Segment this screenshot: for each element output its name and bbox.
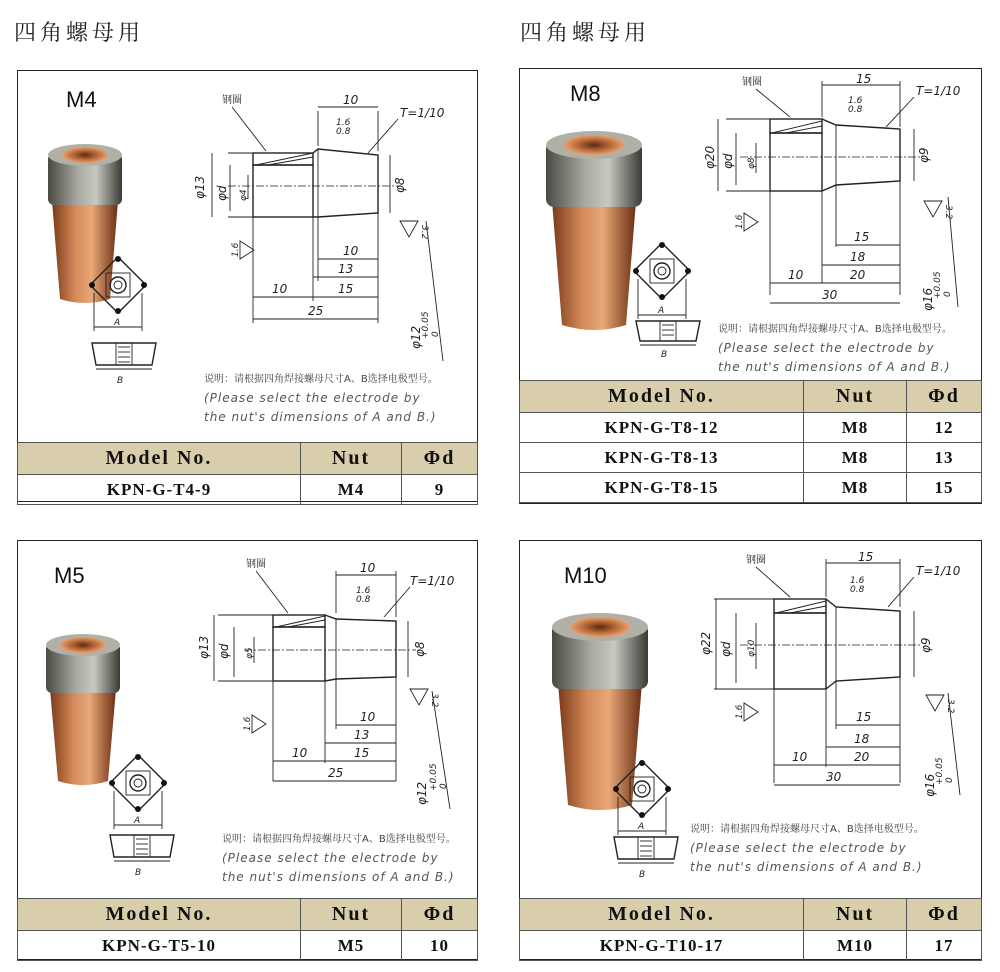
note-cn: 说明：请根据四角焊接螺母尺寸A、B选择电极型号。	[718, 324, 952, 335]
svg-text:1.6: 1.6	[336, 118, 351, 128]
svg-text:10: 10	[792, 750, 808, 764]
model-table	[519, 380, 982, 503]
svg-text:20: 20	[854, 750, 870, 764]
note-cn: 说明：请根据四角焊接螺母尺寸A、B选择电极型号。	[222, 834, 456, 845]
svg-text:φ16: φ16	[921, 287, 935, 311]
header-model: Model No.	[18, 899, 301, 931]
cell-model: KPN-G-T8-15	[520, 473, 804, 503]
header-phi: Φd	[402, 443, 478, 475]
svg-text:10: 10	[788, 268, 804, 282]
svg-text:T=1/10: T=1/10	[410, 574, 455, 588]
nut-top-view	[604, 753, 684, 843]
nut-side-view	[86, 339, 166, 389]
size-label: M8	[570, 81, 601, 106]
cell-nut: M8	[804, 473, 907, 503]
header-nut: Nut	[804, 381, 907, 413]
svg-text:+0.05: +0.05	[429, 763, 439, 791]
cross-section-drawing	[168, 91, 468, 366]
dim-a-label: A	[658, 306, 665, 316]
svg-text:1.6: 1.6	[356, 586, 371, 596]
cell-phi: 13	[907, 443, 982, 473]
selection-note	[222, 831, 474, 887]
model-table	[17, 442, 478, 505]
ring-label: 钢圈	[246, 559, 266, 570]
svg-text:φ9: φ9	[919, 637, 933, 653]
ring-label: 钢圈	[222, 95, 242, 106]
panel-m5	[17, 540, 478, 960]
header-model: Model No.	[520, 381, 804, 413]
cross-section-drawing	[690, 73, 975, 313]
note-en-2: the nut's dimensions of A and B.)	[690, 860, 923, 874]
svg-text:10: 10	[343, 93, 359, 107]
svg-text:25: 25	[328, 766, 344, 780]
svg-text:15: 15	[858, 550, 874, 564]
svg-text:30: 30	[822, 288, 838, 302]
svg-text:φd: φd	[217, 643, 231, 659]
svg-text:0.8: 0.8	[848, 105, 863, 115]
selection-note	[690, 821, 976, 877]
header-phi: Φd	[402, 899, 478, 931]
note-en-1: (Please select the electrode by	[204, 391, 421, 405]
dim-b-label: B	[639, 870, 646, 880]
svg-text:15: 15	[338, 282, 354, 296]
model-table	[519, 898, 982, 961]
svg-text:18: 18	[854, 732, 870, 746]
cell-nut: M8	[804, 443, 907, 473]
svg-text:0: 0	[945, 777, 955, 783]
svg-text:20: 20	[850, 268, 866, 282]
table-row	[18, 475, 478, 505]
svg-text:18: 18	[850, 250, 866, 264]
cell-phi: 9	[402, 475, 478, 505]
svg-text:φd: φd	[719, 641, 733, 657]
svg-text:1.6: 1.6	[735, 704, 745, 719]
svg-text:0.8: 0.8	[356, 595, 371, 605]
svg-text:φ13: φ13	[197, 635, 211, 659]
svg-text:φd: φd	[721, 153, 735, 169]
section-title-left: 四角螺母用	[14, 21, 145, 46]
cross-section-drawing	[690, 549, 975, 799]
size-label: M10	[564, 563, 607, 588]
nut-top-view	[80, 249, 160, 339]
table-row	[520, 931, 982, 961]
svg-text:φ10: φ10	[747, 639, 757, 657]
svg-text:φd: φd	[215, 185, 229, 201]
size-label: M5	[54, 563, 85, 588]
table-row	[520, 443, 982, 473]
svg-text:10: 10	[292, 746, 308, 760]
svg-text:T=1/10: T=1/10	[400, 106, 445, 120]
header-nut: Nut	[301, 899, 402, 931]
svg-text:+0.05: +0.05	[421, 311, 431, 339]
svg-text:+0.05: +0.05	[935, 757, 945, 785]
svg-text:1.6: 1.6	[848, 96, 863, 106]
cell-nut: M10	[804, 931, 907, 961]
dim-a-label: A	[134, 816, 141, 826]
svg-text:10: 10	[343, 244, 359, 258]
selection-note	[718, 321, 980, 377]
svg-text:φ9: φ9	[917, 147, 931, 163]
svg-text:φ8: φ8	[747, 157, 757, 169]
svg-text:φ5: φ5	[245, 647, 255, 659]
header-phi: Φd	[907, 899, 982, 931]
note-en-1: (Please select the electrode by	[718, 341, 935, 355]
cell-nut: M4	[301, 475, 402, 505]
dim-b-label: B	[661, 350, 668, 360]
svg-text:φ8: φ8	[393, 177, 407, 193]
svg-text:10: 10	[360, 710, 376, 724]
svg-text:1.6: 1.6	[231, 242, 241, 257]
svg-text:13: 13	[338, 262, 354, 276]
model-table	[17, 898, 478, 961]
panel-m4	[17, 70, 478, 502]
svg-text:T=1/10: T=1/10	[916, 564, 961, 578]
svg-text:10: 10	[360, 561, 376, 575]
section-title-right: 四角螺母用	[520, 21, 651, 46]
svg-text:15: 15	[854, 230, 870, 244]
header-model: Model No.	[520, 899, 804, 931]
cell-nut: M8	[804, 413, 907, 443]
note-en-2: the nut's dimensions of A and B.)	[222, 870, 455, 884]
header-phi: Φd	[907, 381, 982, 413]
dim-b-label: B	[117, 376, 124, 386]
svg-text:φ13: φ13	[193, 175, 207, 199]
panel-m8	[519, 68, 982, 504]
table-row	[520, 473, 982, 503]
panel-m10	[519, 540, 982, 960]
cell-model: KPN-G-T8-13	[520, 443, 804, 473]
svg-text:φ12: φ12	[409, 325, 423, 349]
svg-text:+0.05: +0.05	[933, 271, 943, 299]
dim-b-label: B	[135, 868, 142, 878]
dim-a-label: A	[114, 318, 121, 328]
svg-text:15: 15	[856, 710, 872, 724]
svg-text:0: 0	[431, 331, 441, 337]
svg-text:3.2: 3.2	[429, 693, 439, 708]
size-label: M4	[66, 87, 97, 112]
svg-text:3.2: 3.2	[945, 699, 955, 714]
selection-note	[204, 371, 474, 427]
svg-text:1.6: 1.6	[243, 716, 253, 731]
note-en-2: the nut's dimensions of A and B.)	[718, 360, 951, 374]
svg-text:0.8: 0.8	[336, 127, 351, 137]
svg-text:0.8: 0.8	[850, 585, 865, 595]
svg-text:1.6: 1.6	[735, 214, 745, 229]
cell-phi: 17	[907, 931, 982, 961]
svg-text:10: 10	[272, 282, 288, 296]
cell-model: KPN-G-T5-10	[18, 931, 301, 961]
nut-side-view	[630, 319, 710, 361]
svg-text:φ12: φ12	[415, 781, 429, 805]
dim-a-label: A	[638, 822, 645, 832]
svg-text:φ20: φ20	[703, 145, 717, 169]
svg-text:3.2: 3.2	[943, 205, 953, 220]
cell-phi: 12	[907, 413, 982, 443]
note-cn: 说明：请根据四角焊接螺母尺寸A、B选择电极型号。	[690, 824, 924, 835]
svg-text:φ4: φ4	[239, 189, 249, 201]
cell-model: KPN-G-T8-12	[520, 413, 804, 443]
header-nut: Nut	[804, 899, 907, 931]
svg-text:0: 0	[943, 291, 953, 297]
svg-text:T=1/10: T=1/10	[916, 84, 961, 98]
svg-text:φ22: φ22	[699, 631, 713, 655]
cell-phi: 10	[402, 931, 478, 961]
note-en-2: the nut's dimensions of A and B.)	[204, 410, 437, 424]
cell-phi: 15	[907, 473, 982, 503]
cell-model: KPN-G-T10-17	[520, 931, 804, 961]
svg-text:15: 15	[354, 746, 370, 760]
nut-top-view	[100, 747, 180, 837]
svg-text:3.2: 3.2	[419, 225, 429, 240]
svg-text:13: 13	[354, 728, 370, 742]
header-model: Model No.	[18, 443, 301, 475]
svg-text:φ16: φ16	[923, 773, 937, 797]
ring-label: 钢圈	[742, 77, 762, 88]
svg-text:30: 30	[826, 770, 842, 784]
header-nut: Nut	[301, 443, 402, 475]
svg-text:0: 0	[439, 783, 449, 789]
cross-section-drawing	[188, 553, 468, 813]
svg-text:25: 25	[308, 304, 324, 318]
svg-text:15: 15	[856, 73, 872, 86]
ring-label: 钢圈	[746, 555, 766, 566]
table-row	[18, 931, 478, 961]
svg-text:φ8: φ8	[413, 641, 427, 657]
note-en-1: (Please select the electrode by	[690, 841, 907, 855]
cell-model: KPN-G-T4-9	[18, 475, 301, 505]
table-row	[520, 413, 982, 443]
svg-text:1.6: 1.6	[850, 576, 865, 586]
nut-side-view	[104, 833, 184, 881]
cell-nut: M5	[301, 931, 402, 961]
note-cn: 说明：请根据四角焊接螺母尺寸A、B选择电极型号。	[204, 374, 438, 385]
note-en-1: (Please select the electrode by	[222, 851, 439, 865]
nut-side-view	[608, 835, 688, 881]
